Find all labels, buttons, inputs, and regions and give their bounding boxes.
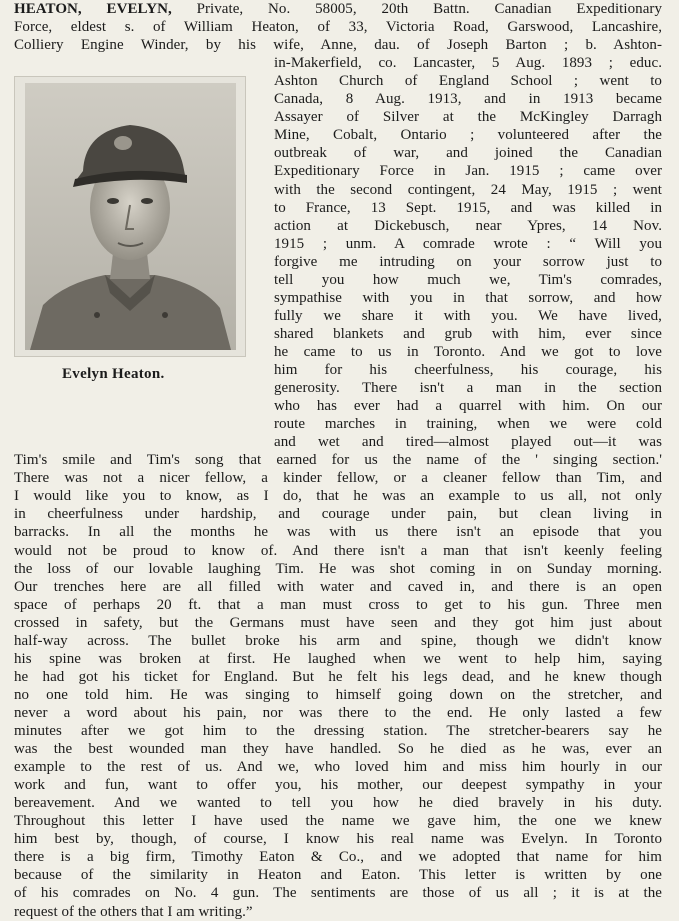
text-line: Tim's smile and Tim's song that earned for us the name of the ' singing section.' bbox=[14, 452, 662, 469]
text-line: he came to us in Toronto. And we got to love bbox=[274, 343, 662, 360]
text-line: in-Makerfield, co. Lancaster, 5 Aug. 1893 ; educ. bbox=[274, 55, 662, 72]
text-line: who has ever had a quarrel with him. On our bbox=[274, 398, 662, 415]
text-line: Assayer of Silver at the McKingley Darragh bbox=[274, 109, 662, 126]
text-line: Mine, Cobalt, Ontario ; volunteered after the bbox=[274, 127, 662, 144]
text-line: barracks. In all the months he was with us there isn't an episode that you bbox=[14, 524, 662, 541]
text-line: Ashton Church of England School ; went to bbox=[274, 73, 662, 90]
text-line: crossed in safety, but the Germans must have seen and they got him just about bbox=[14, 614, 662, 631]
text-line: with the second contingent, 24 May, 1915 ; went bbox=[274, 181, 662, 198]
text-line: Colliery Engine Winder, by his wife, Anne, dau. of Joseph Barton ; b. Ashton- bbox=[14, 37, 662, 54]
text-line: never a word about his pain, nor was there to the end. He only lasted a few bbox=[14, 704, 662, 721]
entry-heading-line bbox=[14, 0, 662, 18]
text-line: to France, 13 Sept. 1915, and was killed in bbox=[274, 199, 662, 216]
text-line: request of the others that I am writing.” bbox=[14, 903, 253, 920]
text-line: minutes after we got him to the dressing station. The stretcher-bearers say he bbox=[14, 723, 662, 739]
text-line: action at Dickebusch, near Ypres, 14 Nov. bbox=[274, 217, 662, 234]
entry-heading-text: Private, No. 58005, 20th Battn. Canadian Expeditionary bbox=[171, 1, 662, 17]
text-line: generosity. There isn't a man in the section bbox=[274, 380, 662, 397]
text-line: Force, eldest s. of William Heaton, of 33, Victoria Road, Garswood, Lancashire, bbox=[14, 19, 662, 36]
text-line: space of perhaps 20 ft. that a man must cross to get to his gun. Three men bbox=[14, 596, 662, 613]
text-line: shared blankets and grub with him, ever since bbox=[274, 325, 662, 342]
entry-name: HEATON, EVELYN, bbox=[14, 1, 172, 17]
text-line: would not be proud to know of. And there isn't a man that isn't keenly feeling bbox=[14, 542, 662, 559]
text-line: Throughout this letter I have used the name we gave him, the one we knew bbox=[14, 813, 662, 830]
text-line: forgive me intruding on your sorrow just to bbox=[274, 253, 662, 270]
soldier-portrait-image bbox=[25, 83, 236, 350]
text-line: the loss of our lovable laughing Tim. He was shot coming in on Sunday morning. bbox=[14, 560, 662, 577]
text-line: bereavement. And we wanted to tell you how he died bravely in his duty. bbox=[14, 795, 662, 812]
text-line: I would like you to know, as I do, that he was an example to us all, not only bbox=[14, 488, 662, 505]
text-line: There was not a nicer fellow, a kinder fellow, or a cleaner fellow than Tim, and bbox=[14, 470, 662, 487]
text-line: his spine was broken at first. He laughed when we went to help him, saying bbox=[14, 650, 662, 667]
text-line: was the best wounded man they have handled. So he died as he was, ever an bbox=[14, 741, 662, 758]
text-line: no one told him. He was singing to himself going down on the stretcher, and bbox=[14, 686, 662, 703]
text-line: in cheerfulness under hardship, and courage under pain, but clean living in bbox=[14, 506, 662, 523]
text-line: tell you how much we, Tim's comrades, bbox=[274, 271, 662, 288]
text-line: outbreak of war, and joined the Canadian bbox=[274, 145, 662, 162]
text-line: him best by, though, of course, I know his real name was Evelyn. In Toronto bbox=[14, 831, 662, 848]
text-line: he had got his ticket for England. But he felt his legs dead, and he knew though bbox=[14, 668, 662, 685]
text-line: him for his cheerfulness, his courage, his bbox=[274, 362, 662, 378]
text-line: example to the rest of us. And we, who loved him and miss him hourly in our bbox=[14, 759, 662, 776]
text-line: of his comrades on No. 4 gun. The sentiments are those of us all ; it is at the bbox=[14, 885, 662, 902]
portrait-caption: Evelyn Heaton. bbox=[62, 366, 165, 382]
text-line: work and fun, want to offer you, his mother, our deepest sympathy in your bbox=[14, 777, 662, 794]
text-line: 1915 ; unm. A comrade wrote : “ Will you bbox=[274, 235, 662, 252]
text-line: because of the similarity in Heaton and Eaton. This letter is written by one bbox=[14, 867, 662, 884]
text-line: Canada, 8 Aug. 1913, and in 1913 became bbox=[274, 91, 662, 108]
text-line: fully we share it with you. We have lived, bbox=[274, 307, 662, 324]
text-line: Expeditionary Force in Jan. 1915 ; came over bbox=[274, 163, 662, 180]
text-line: and wet and tired—almost played out—it was bbox=[274, 434, 662, 451]
text-line: sympathise with you in that sorrow, and how bbox=[274, 289, 662, 306]
text-line: half-way across. The bullet broke his arm and spine, though we didn't know bbox=[14, 632, 662, 649]
text-line: route marches in training, when we were cold bbox=[274, 416, 662, 433]
portrait-frame bbox=[14, 76, 246, 357]
text-line: Our trenches here are all filled with water and caved in, and there is an open bbox=[14, 578, 662, 595]
text-line: there is a big firm, Timothy Eaton & Co., and we adopted that name for him bbox=[14, 849, 662, 866]
